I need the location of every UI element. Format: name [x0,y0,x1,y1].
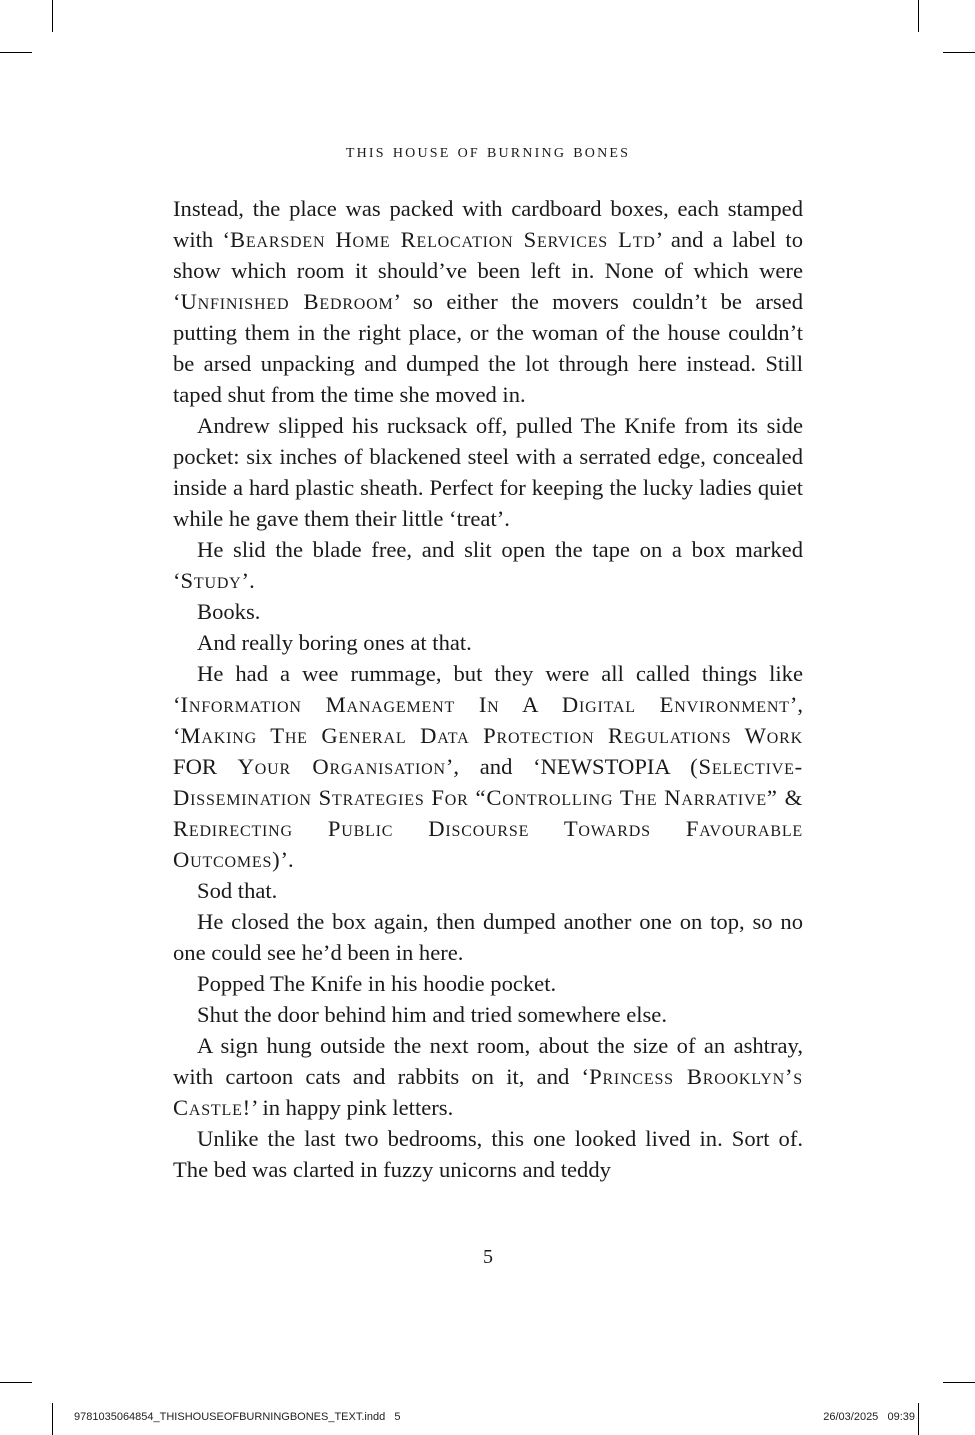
paragraph-10: Shut the door behind him and tried somewhere else. [197,1002,667,1027]
paragraph-3: He slid the blade free, and slit open the tape on a box marked ‘Study’. [173,537,803,593]
crop-mark-bottom-left [52,1403,53,1435]
paragraph-1: Instead, the place was packed with cardboard boxes, each stamped with ‘Bearsden Home Relocation Services Ltd’ and a label to show which room it should’ve been left in. None of which were ‘Unfinished Bedroom’ so either the movers couldn’t be arsed putting them in the right place, or the woman of the house couldn’t be arsed unpacking and dumped the lot through here instead. Still taped shut from the time she moved in. [173,196,803,407]
crop-mark-right-bottom [943,1382,975,1383]
paragraph-5: And really boring ones at that. [197,630,472,655]
crop-mark-left-bottom [0,1382,32,1383]
paragraph-7: Sod that. [197,878,278,903]
paragraph-6: He had a wee rummage, but they were all called things like ‘Information Management In A Digital Environment’, ‘Making The General Data Protection Regulations Work FOR Your Organisation’, and ‘NEWSTOPIA (Selective-Dissemination Strategies For “Controlling The Narrative” & Redirecting Public Discourse Towards Favourable Outcomes)’. [173,661,804,872]
paragraph-4: Books. [197,599,261,624]
paragraph-11: A sign hung outside the next room, about the size of an ashtray, with cartoon cats and rabbits on it, and ‘Princess Brooklyn’s Castle!’ in happy pink letters. [173,1033,803,1120]
crop-mark-left-top [0,52,32,53]
paragraph-2: Andrew slipped his rucksack off, pulled The Knife from its side pocket: six inches of blackened steel with a serrated edge, concealed inside a hard plastic sheath. Perfect for keeping the lucky ladies quiet while he gave them their little ‘treat’. [173,413,803,531]
paragraph-9: Popped The Knife in his hoodie pocket. [197,971,557,996]
paragraph-12: Unlike the last two bedrooms, this one looked lived in. Sort of. The bed was clarted in fuzzy unicorns and teddy [173,1126,803,1182]
crop-mark-bottom-right [918,1403,919,1435]
page-number: 5 [483,1246,493,1268]
crop-mark-top-right [918,0,919,32]
crop-mark-top-left [52,0,53,32]
paragraph-8: He closed the box again, then dumped another one on top, so no one could see he’d been in here. [173,909,803,965]
slug-timestamp: 26/03/2025 09:39 [823,1411,915,1423]
body-text [173,193,803,1185]
running-head: this house of burning bones [345,141,631,162]
crop-mark-right-top [943,52,975,53]
slug-filename: 9781035064854_THISHOUSEOFBURNINGBONES_TEXT.indd 5 [74,1411,401,1423]
